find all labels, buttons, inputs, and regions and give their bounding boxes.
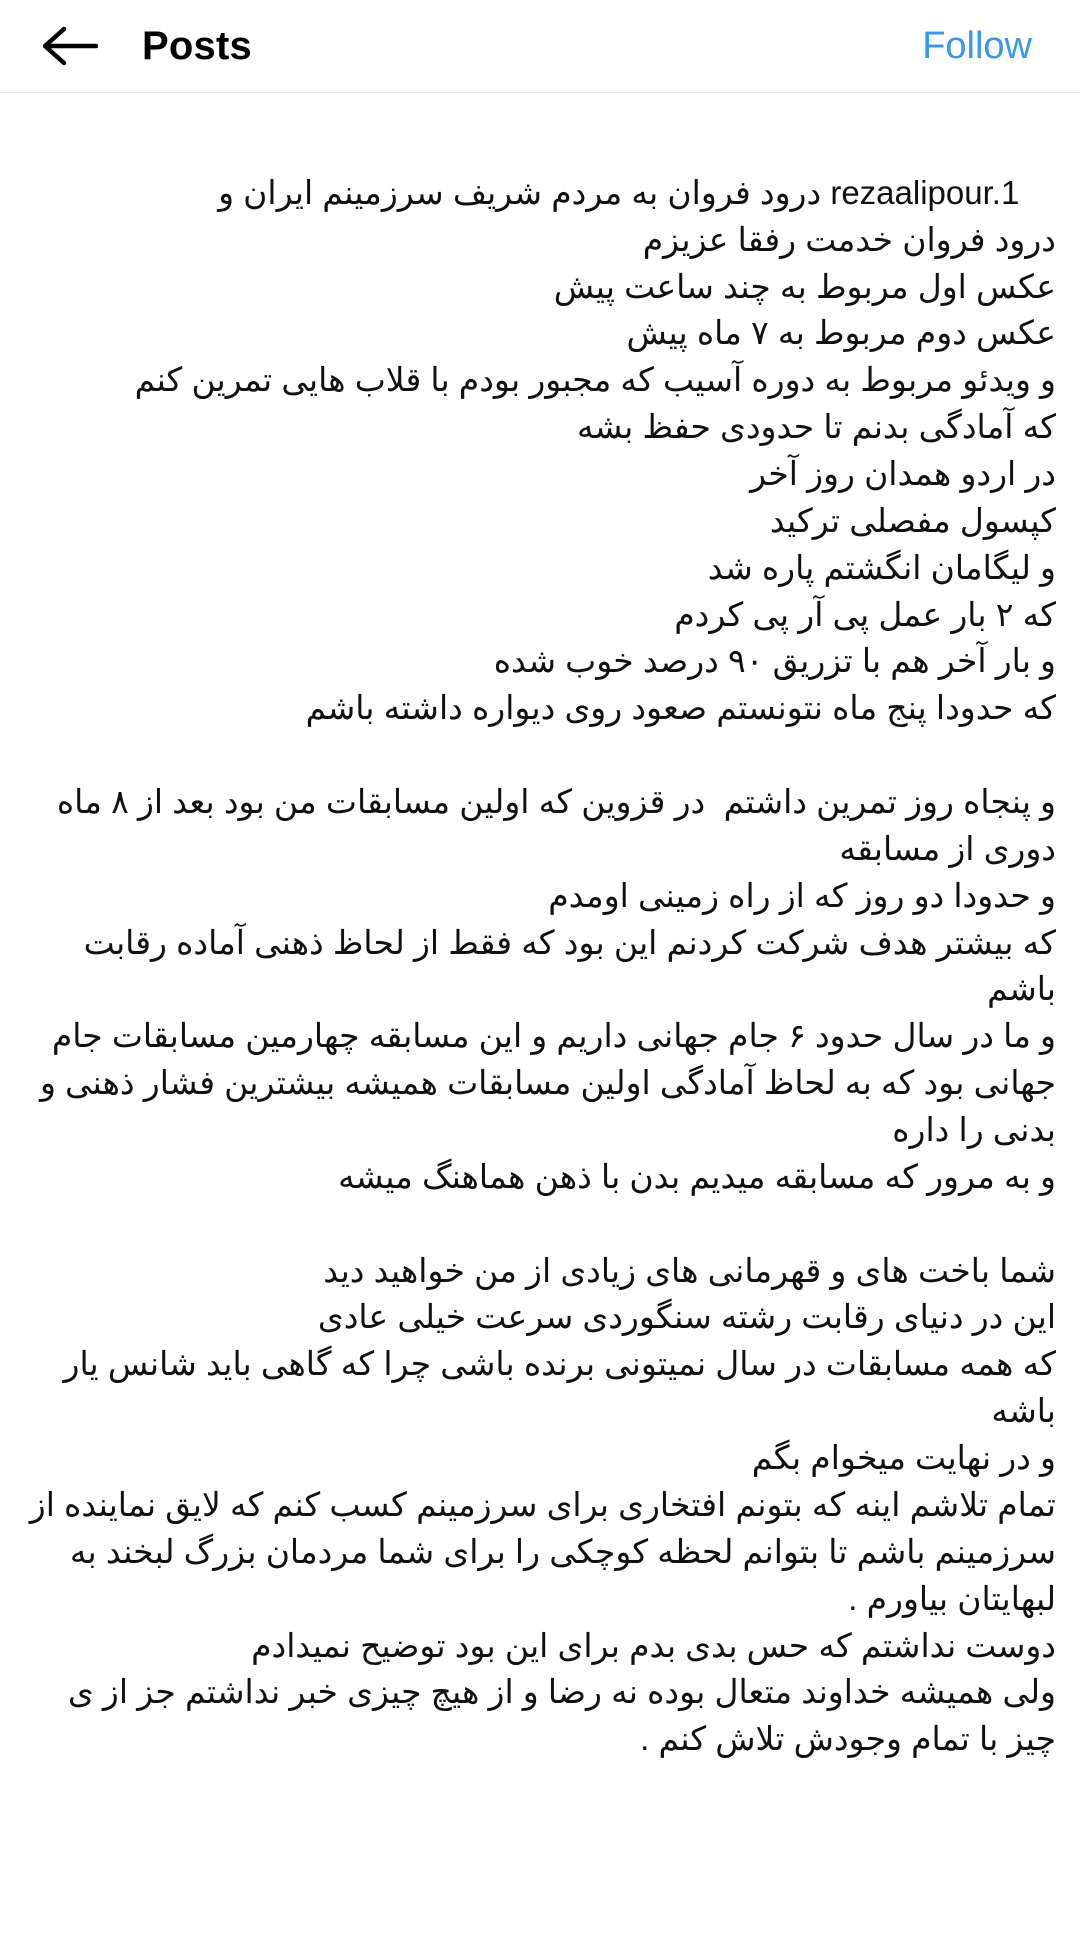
page-title: Posts xyxy=(142,24,252,68)
post-username[interactable]: rezaalipour.1 xyxy=(830,173,1020,211)
post-caption-text: درود فروان به مردم شریف سرزمینم ایران و درود فروان خدمت رفقا عزیزم عکس اول مربوط به چند ساعت پیش عکس دوم مربوط به ۷ ماه پیش و ویدئو مربوط به دوره آسیب که مجبور بودم با قلاب هایی تمرین کنم که آمادگی بدنم تا حدودی حفظ بشه در اردو همدان روز آخر کپسول مفصلی ترکید و لیگامان انگشتم پاره شد که ۲ بار عمل پی آر پی کردم و بار آخر هم با تزریق ۹۰ درصد خوب شده که حدودا پنج ماه نتونستم صعود روی دیواره داشته باشم و پنجاه روز تمرین داشتم در قزوین که اولین مسابقات من بود بعد از ۸ ماه دوری از مسابقه و حدودا دو روز که از راه زمینی اومدم که بیشتر هدف شرکت کردنم این بود که فقط از لحاظ ذهنی آماده رقابت باشم و ما در سال حدود ۶ جام جهانی داریم و این مسابقه چهارمین مسابقات جام جهانی بود که به لحاظ آمادگی اولین مسابقات همیشه بیشترین فشار ذهنی و بدنی را داره و به مرور که مسابقه میدیم بدن با ذهن هماهنگ میشه شما باخت های و قهرمانی های زیادی از من خواهید دید این در دنیای رقابت رشته سنگوردی سرعت خیلی عادی که همه مسابقات در سال نمیتونی برنده باشی چرا که گاهی باید شانس یار باشه و در نهایت میخوام بگم تمام تلاشم اینه که بتونم افتخاری برای سرزمینم کسب کنم که لایق نماینده از سرزمینم باشم تا بتوانم لحظه کوچکی را برای شما مردمان بزرگ لبخند به لبهایتان بیاورم . دوست نداشتم که حس بدی بدم برای این بود توضیح نمیدادم ولی همیشه خداوند متعال بوده نه رضا و از هیچ چیزی خبر نداشتم جز از ی چیز با تمام وجودش تلاش کنم . xyxy=(20,173,1056,1758)
back-button[interactable] xyxy=(34,11,104,81)
post-caption-container xyxy=(0,93,1080,1850)
post-caption xyxy=(20,123,1056,1810)
follow-button[interactable]: Follow xyxy=(922,25,1032,67)
arrow-left-icon xyxy=(40,24,98,68)
app-header xyxy=(0,0,1080,92)
